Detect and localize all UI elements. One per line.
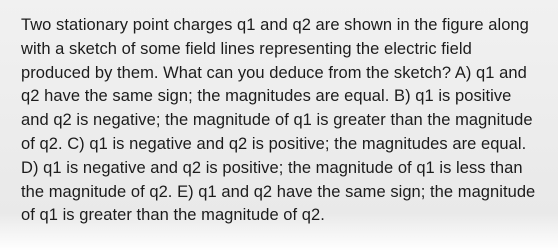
question-text: Two stationary point charges q1 and q2 are shown in the figure along with a sketch of some field lines representing the electric field produced by them. What can you deduce from the sketch? A) q1 and q2 have the same sign; the magnitudes are equal. B) q1 is positive and q2 is negative; the magnitude of q1 is greater than the magnitude of q2. C) q1 is negative and q2 is positive; the magnitudes are equal. D) q1 is negative and q2 is positive; the magnitude of q1 is less than the magnitude of q2. E) q1 and q2 have the same sign; the magnitude of q1 is greater than the magnitude of q2. bbox=[21, 16, 536, 225]
